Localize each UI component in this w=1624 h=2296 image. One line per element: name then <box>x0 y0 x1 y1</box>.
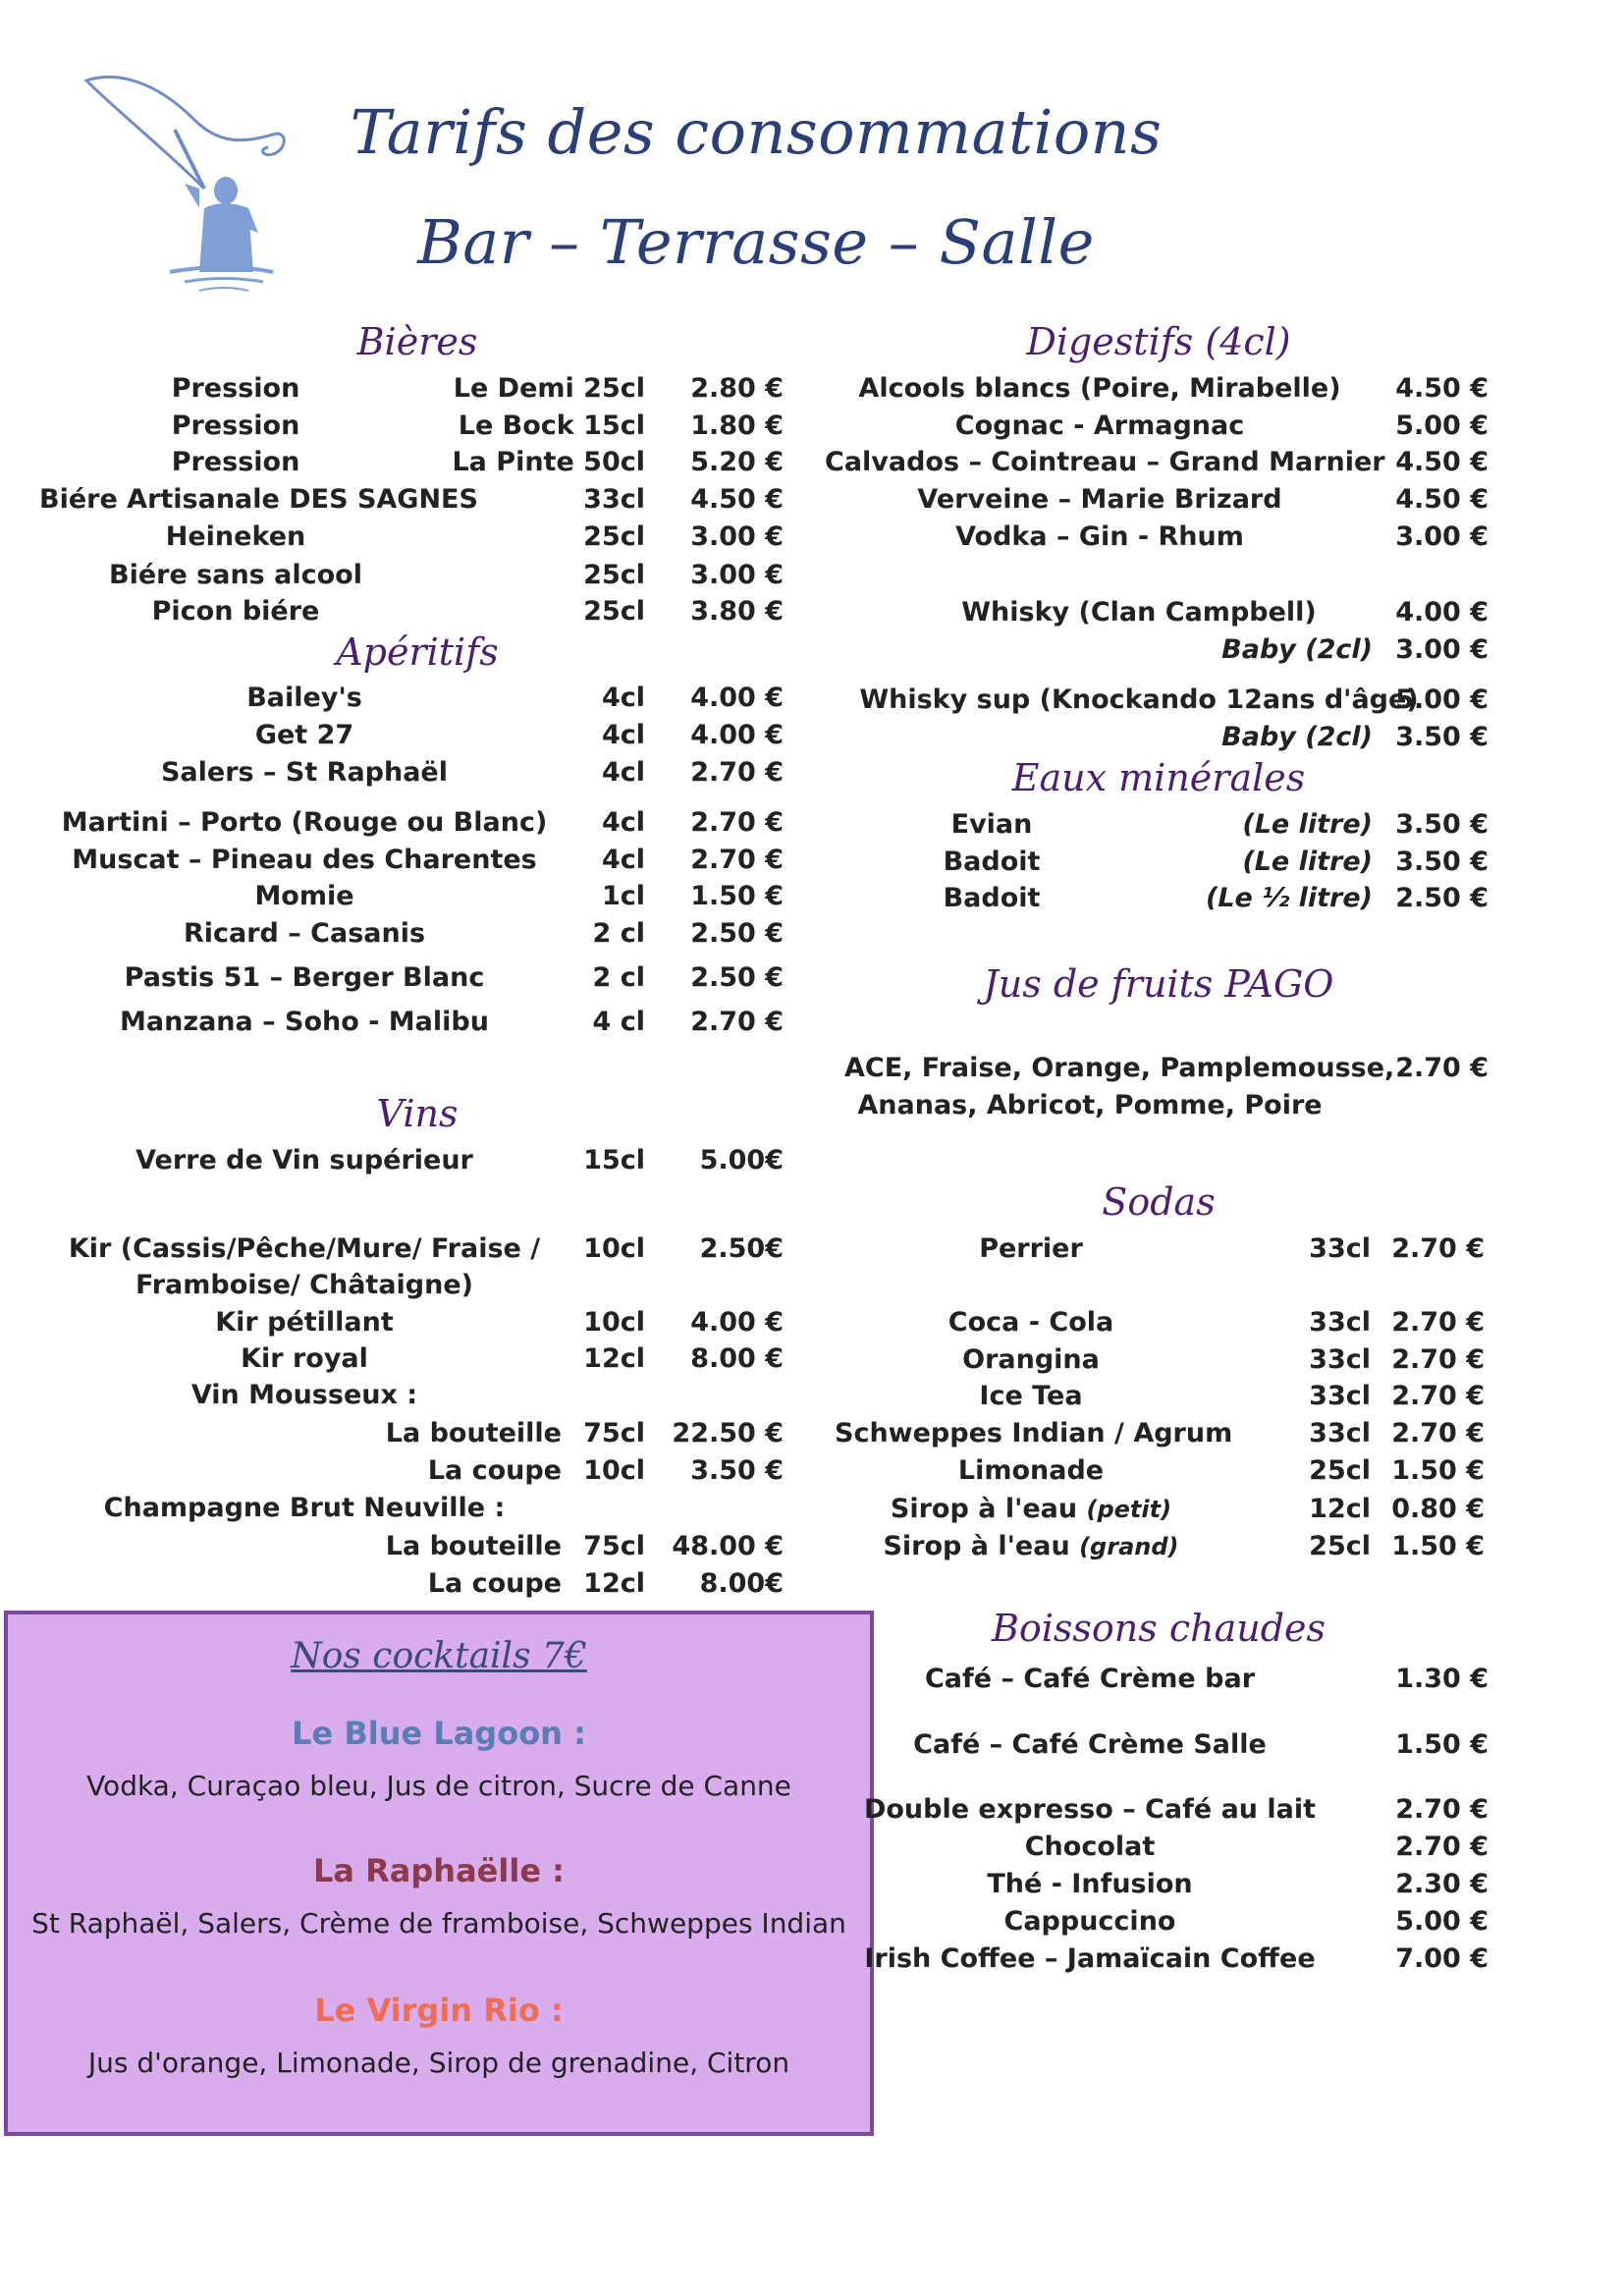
menu-item-name: Ice Tea <box>979 1381 1083 1411</box>
menu-item-price: 2.70 € <box>1391 1307 1485 1338</box>
menu-item-price: 2.50 € <box>690 918 784 949</box>
menu-item-size: 4cl <box>601 845 645 875</box>
menu-item-price: 1.80 € <box>690 410 784 441</box>
menu-item-price: 4.00 € <box>690 1307 784 1338</box>
menu-item-size: 10cl <box>583 1455 645 1486</box>
menu-item-size: 33cl <box>1309 1381 1371 1411</box>
menu-item-size: 2 cl <box>592 918 645 949</box>
menu-item-size: 12cl <box>583 1568 645 1599</box>
sirop-qualifier: (grand) <box>1079 1533 1179 1560</box>
menu-item-price: 5.20 € <box>690 447 784 477</box>
menu-item-name: Café – Café Crème Salle <box>913 1729 1267 1760</box>
menu-item-price: 4.50 € <box>690 484 784 515</box>
menu-item-price: 7.00 € <box>1395 1943 1489 1974</box>
menu-item-price: 2.70 € <box>690 807 784 838</box>
section-title-eaux: Eaux minérales <box>1011 756 1306 799</box>
menu-item-name: Ricard – Casanis <box>183 918 426 949</box>
menu-item-name: Cognac - Armagnac <box>954 410 1245 441</box>
menu-item-size: 12cl <box>1309 1494 1371 1524</box>
menu-item-name: Cappuccino <box>1003 1906 1176 1937</box>
menu-item-name: Pastis 51 – Berger Blanc <box>124 962 485 993</box>
menu-item-size: 10cl <box>583 1307 645 1338</box>
sirop-label: Sirop à l'eau <box>890 1494 1078 1524</box>
menu-item-size: 75cl <box>583 1531 645 1561</box>
menu-item-name: Salers – St Raphaël <box>160 757 449 788</box>
menu-item-name: Vodka – Gin - Rhum <box>955 521 1244 552</box>
menu-item-name: Kir pétillant <box>215 1307 394 1338</box>
cocktails-title: Nos cocktails 7€ <box>291 1636 587 1676</box>
menu-item-price: 2.70 € <box>690 757 784 788</box>
menu-item-price: 22.50 € <box>672 1418 784 1449</box>
menu-item-price: 2.70 € <box>1395 1053 1489 1083</box>
menu-item-price: 8.00 € <box>690 1343 784 1374</box>
menu-item-price: 2.30 € <box>1395 1869 1489 1899</box>
menu-item-name: Heineken <box>165 521 306 552</box>
menu-item-size: Le Demi 25cl <box>453 373 645 404</box>
cocktail-ingredients: Vodka, Curaçao bleu, Jus de citron, Sucre de Canne <box>86 1770 791 1802</box>
cocktail-name: Le Virgin Rio : <box>314 1992 564 2029</box>
menu-item-name: Muscat – Pineau des Charentes <box>72 845 537 875</box>
menu-item-price: 3.50 € <box>1395 809 1489 840</box>
menu-item-price: 2.70 € <box>1391 1344 1485 1375</box>
cocktails-box <box>4 1611 874 2136</box>
cocktail-ingredients: St Raphaël, Salers, Crème de framboise, Schweppes Indian <box>31 1907 846 1940</box>
menu-item-name: Badoit <box>943 883 1041 913</box>
menu-item-name <box>835 1531 1227 1562</box>
menu-item-size: (Le litre) <box>1242 847 1373 877</box>
menu-item-price: 3.00 € <box>690 521 784 552</box>
menu-item-price: 1.50 € <box>1391 1455 1485 1486</box>
menu-item-name: Irish Coffee – Jamaïcain Coffee <box>864 1943 1316 1974</box>
menu-item-name: Bailey's <box>246 683 362 713</box>
menu-item-size: 33cl <box>583 484 645 515</box>
menu-item-price: 2.70 € <box>1395 1794 1489 1825</box>
menu-item-size: 75cl <box>583 1418 645 1449</box>
menu-item-size: 25cl <box>583 596 645 627</box>
menu-item-name: Martini – Porto (Rouge ou Blanc) <box>61 807 548 838</box>
menu-item-size: (Le ½ litre) <box>1206 883 1373 913</box>
menu-item-price: 2.50 € <box>690 962 784 993</box>
menu-item-name: Kir (Cassis/Pêche/Mure/ Fraise / <box>68 1233 541 1264</box>
menu-item-size: 4cl <box>601 683 645 713</box>
menu-item-name: Manzana – Soho - Malibu <box>120 1007 489 1037</box>
menu-item-name: Biére sans alcool <box>109 560 362 590</box>
menu-item-size: 12cl <box>583 1343 645 1374</box>
page-subtitle: Bar – Terrasse – Salle <box>417 206 1095 278</box>
menu-item-size: (Le litre) <box>1242 809 1373 840</box>
section-title-digestifs: Digestifs (4cl) <box>1026 320 1291 363</box>
menu-item-price: 5.00€ <box>699 1145 784 1175</box>
menu-item-name: Get 27 <box>254 720 354 750</box>
menu-item-name: Kir royal <box>241 1343 368 1374</box>
menu-item-size: 25cl <box>1309 1455 1371 1486</box>
menu-item-name: Whisky (Clan Campbell) <box>961 597 1317 628</box>
menu-item-price: 2.70 € <box>1391 1381 1485 1411</box>
menu-item-price: 8.00€ <box>699 1568 784 1599</box>
menu-item-size: 25cl <box>1309 1531 1371 1561</box>
menu-item-price: 2.70 € <box>1395 1831 1489 1862</box>
menu-item-name: Schweppes Indian / Agrum <box>835 1418 1233 1449</box>
menu-item-name: Perrier <box>979 1233 1083 1264</box>
menu-item-price: 1.50 € <box>1395 1729 1489 1760</box>
menu-item-price: 2.70 € <box>690 1007 784 1037</box>
menu-item-size: 4 cl <box>592 1007 645 1037</box>
menu-item-name: Evian <box>950 809 1033 840</box>
menu-item-price: 4.00 € <box>690 683 784 713</box>
menu-item-price: 3.00 € <box>1395 521 1489 552</box>
menu-item-size: 4cl <box>601 757 645 788</box>
menu-item-price: 2.70 € <box>1391 1233 1485 1264</box>
section-title-jus: Jus de fruits PAGO <box>983 962 1334 1006</box>
menu-item-name <box>835 1494 1227 1525</box>
menu-item-size: La Pinte 50cl <box>452 447 645 477</box>
menu-item-name: Ananas, Abricot, Pomme, Poire <box>857 1090 1323 1121</box>
menu-item-name: Whisky sup (Knockando 12ans d'âge) <box>859 684 1419 715</box>
menu-item-price: 1.30 € <box>1395 1664 1489 1694</box>
menu-subheading: Champagne Brut Neuville : <box>103 1493 506 1523</box>
menu-item-price: 1.50 € <box>1391 1531 1485 1561</box>
menu-item-price: 4.00 € <box>1395 597 1489 628</box>
menu-item-size: Le Bock 15cl <box>458 410 645 441</box>
menu-item-size: 33cl <box>1309 1233 1371 1264</box>
menu-item-price: 1.50 € <box>690 881 784 911</box>
menu-item-name: Baby (2cl) <box>1221 634 1373 665</box>
menu-item-price: 5.00 € <box>1395 684 1489 715</box>
menu-item-name: Framboise/ Châtaigne) <box>135 1270 473 1300</box>
menu-item-name: Pression <box>171 373 300 404</box>
menu-item-price: 4.50 € <box>1395 484 1489 515</box>
menu-item-size: 33cl <box>1309 1307 1371 1338</box>
menu-item-price: 3.50 € <box>1395 847 1489 877</box>
menu-item-price: 4.50 € <box>1395 447 1489 477</box>
menu-item-price: 5.00 € <box>1395 1906 1489 1937</box>
menu-item-size: 4cl <box>601 807 645 838</box>
menu-item-name: Biére Artisanale DES SAGNES <box>39 484 478 515</box>
menu-item-price: 4.50 € <box>1395 373 1489 404</box>
menu-item-name: Verveine – Marie Brizard <box>917 484 1282 515</box>
menu-item-name: Pression <box>171 447 300 477</box>
menu-item-name: Double expresso – Café au lait <box>863 1794 1317 1825</box>
menu-item-name: Momie <box>254 881 354 911</box>
menu-item-name: Verre de Vin supérieur <box>135 1145 473 1175</box>
section-title-chaudes: Boissons chaudes <box>991 1607 1326 1650</box>
menu-item-name: La bouteille <box>385 1418 562 1449</box>
menu-subheading: Vin Mousseux : <box>190 1380 418 1410</box>
menu-item-size: 10cl <box>583 1233 645 1264</box>
menu-item-name: La coupe <box>427 1568 562 1599</box>
menu-item-name: Limonade <box>957 1455 1105 1486</box>
menu-item-price: 3.50 € <box>1395 722 1489 752</box>
menu-item-name: Baby (2cl) <box>1221 722 1373 752</box>
menu-item-name: Pression <box>171 410 300 441</box>
menu-item-price: 2.70 € <box>690 845 784 875</box>
menu-item-name: Café – Café Crème bar <box>924 1664 1256 1694</box>
menu-item-price: 0.80 € <box>1391 1494 1485 1524</box>
menu-item-size: 25cl <box>583 560 645 590</box>
menu-item-size: 33cl <box>1309 1418 1371 1449</box>
menu-item-size: 33cl <box>1309 1344 1371 1375</box>
menu-item-price: 5.00 € <box>1395 410 1489 441</box>
menu-item-price: 3.00 € <box>690 560 784 590</box>
menu-item-name: Orangina <box>962 1344 1100 1375</box>
menu-item-price: 2.70 € <box>1391 1418 1485 1449</box>
page-title: Tarifs des consommations <box>350 96 1163 168</box>
menu-item-price: 4.00 € <box>690 720 784 750</box>
menu-item-name: ACE, Fraise, Orange, Pamplemousse, <box>844 1053 1395 1083</box>
menu-item-name: Badoit <box>943 847 1041 877</box>
menu-item-size: 2 cl <box>592 962 645 993</box>
menu-item-size: 15cl <box>583 1145 645 1175</box>
menu-item-name: Picon biére <box>151 596 320 627</box>
section-title-aperitifs: Apéritifs <box>336 630 499 674</box>
menu-item-price: 3.50 € <box>690 1455 784 1486</box>
cocktail-ingredients: Jus d'orange, Limonade, Sirop de grenadine, Citron <box>87 2047 790 2079</box>
cocktail-name: La Raphaëlle : <box>313 1852 565 1889</box>
menu-item-size: 25cl <box>583 521 645 552</box>
sirop-qualifier: (petit) <box>1086 1496 1172 1523</box>
section-title-sodas: Sodas <box>1102 1180 1216 1224</box>
menu-item-name: La bouteille <box>385 1531 562 1561</box>
menu-item-price: 2.50 € <box>1395 883 1489 913</box>
menu-item-price: 2.80 € <box>690 373 784 404</box>
menu-item-price: 3.80 € <box>690 596 784 627</box>
section-title-bieres: Bières <box>356 320 478 363</box>
sirop-label: Sirop à l'eau <box>883 1531 1070 1561</box>
menu-item-name: La coupe <box>427 1455 562 1486</box>
menu-item-name: Chocolat <box>1024 1831 1156 1862</box>
section-title-vins: Vins <box>376 1092 459 1135</box>
menu-item-name: Coca - Cola <box>947 1307 1114 1338</box>
menu-item-size: 4cl <box>601 720 645 750</box>
menu-item-name: Thé - Infusion <box>987 1869 1193 1899</box>
menu-item-name: Calvados – Cointreau – Grand Marnier <box>825 447 1385 477</box>
menu-item-price: 3.00 € <box>1395 634 1489 665</box>
menu-item-size: 1cl <box>601 881 645 911</box>
menu-item-name: Alcools blancs (Poire, Mirabelle) <box>858 373 1341 404</box>
cocktail-name: Le Blue Lagoon : <box>292 1715 586 1752</box>
menu-item-price: 2.50€ <box>699 1233 784 1264</box>
menu-item-price: 48.00 € <box>672 1531 784 1561</box>
